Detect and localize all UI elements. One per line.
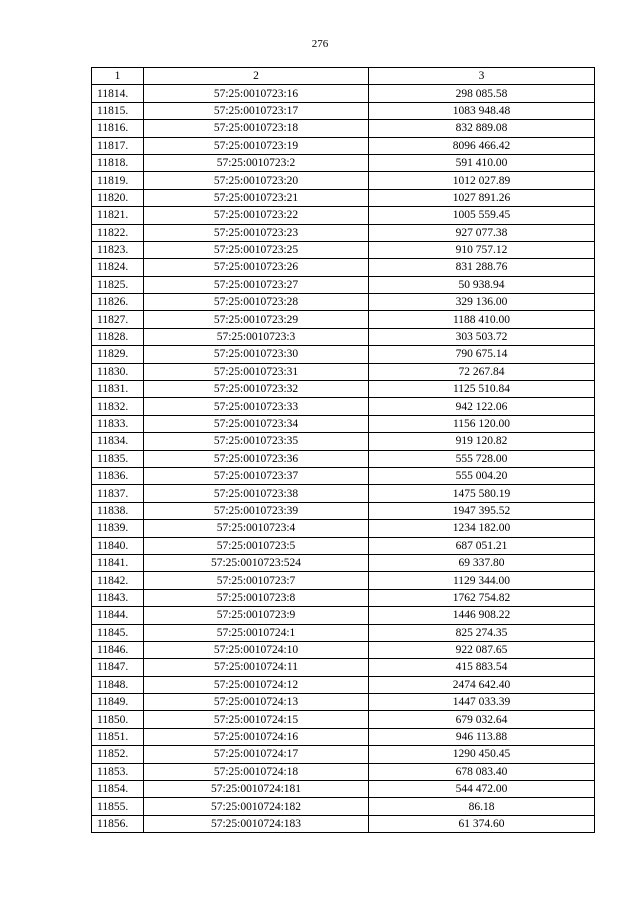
cadastral-number-cell: 57:25:0010724:17 <box>144 746 369 763</box>
header-col-3: 3 <box>369 68 595 85</box>
cadastral-number-cell: 57:25:0010723:7 <box>144 572 369 589</box>
table-row <box>92 398 595 415</box>
cadastral-number-cell: 57:25:0010724:182 <box>144 798 369 815</box>
value-cell: 910 757.12 <box>369 241 595 258</box>
row-number-cell: 11841. <box>92 554 144 571</box>
header-col-1: 1 <box>92 68 144 85</box>
value-cell: 1012 027.89 <box>369 172 595 189</box>
value-cell: 1005 559.45 <box>369 207 595 224</box>
value-cell: 555 728.00 <box>369 450 595 467</box>
cadastral-number-cell: 57:25:0010723:16 <box>144 85 369 102</box>
value-cell: 1083 948.48 <box>369 102 595 119</box>
cadastral-number-cell: 57:25:0010723:5 <box>144 537 369 554</box>
row-number-cell: 11823. <box>92 241 144 258</box>
row-number-cell: 11815. <box>92 102 144 119</box>
table-row <box>92 728 595 745</box>
value-cell: 1234 182.00 <box>369 520 595 537</box>
table-row <box>92 763 595 780</box>
table-row <box>92 676 595 693</box>
table-row <box>92 450 595 467</box>
cadastral-number-cell: 57:25:0010723:25 <box>144 241 369 258</box>
row-number-cell: 11839. <box>92 520 144 537</box>
cadastral-number-cell: 57:25:0010724:12 <box>144 676 369 693</box>
cadastral-number-cell: 57:25:0010723:28 <box>144 294 369 311</box>
row-number-cell: 11818. <box>92 154 144 171</box>
value-cell: 303 503.72 <box>369 328 595 345</box>
cadastral-number-cell: 57:25:0010724:10 <box>144 641 369 658</box>
value-cell: 8096 466.42 <box>369 137 595 154</box>
value-cell: 1447 033.39 <box>369 694 595 711</box>
value-cell: 831 288.76 <box>369 259 595 276</box>
row-number-cell: 11856. <box>92 815 144 832</box>
cadastral-number-cell: 57:25:0010723:21 <box>144 189 369 206</box>
row-number-cell: 11831. <box>92 381 144 398</box>
row-number-cell: 11850. <box>92 711 144 728</box>
table-row <box>92 798 595 815</box>
value-cell: 298 085.58 <box>369 85 595 102</box>
row-number-cell: 11816. <box>92 120 144 137</box>
value-cell: 1129 344.00 <box>369 572 595 589</box>
table-row <box>92 346 595 363</box>
row-number-cell: 11837. <box>92 485 144 502</box>
value-cell: 591 410.00 <box>369 154 595 171</box>
table-row <box>92 311 595 328</box>
row-number-cell: 11817. <box>92 137 144 154</box>
value-cell: 72 267.84 <box>369 363 595 380</box>
table-row <box>92 433 595 450</box>
row-number-cell: 11853. <box>92 763 144 780</box>
value-cell: 2474 642.40 <box>369 676 595 693</box>
row-number-cell: 11819. <box>92 172 144 189</box>
row-number-cell: 11820. <box>92 189 144 206</box>
row-number-cell: 11855. <box>92 798 144 815</box>
row-number-cell: 11844. <box>92 607 144 624</box>
table-row <box>92 520 595 537</box>
table-row <box>92 172 595 189</box>
table-row <box>92 589 595 606</box>
cadastral-number-cell: 57:25:0010723:3 <box>144 328 369 345</box>
value-cell: 927 077.38 <box>369 224 595 241</box>
table-row <box>92 137 595 154</box>
table-row <box>92 207 595 224</box>
row-number-cell: 11830. <box>92 363 144 380</box>
row-number-cell: 11828. <box>92 328 144 345</box>
row-number-cell: 11842. <box>92 572 144 589</box>
table-row <box>92 154 595 171</box>
table-row <box>92 259 595 276</box>
table-row <box>92 502 595 519</box>
header-col-2: 2 <box>144 68 369 85</box>
table-row <box>92 381 595 398</box>
row-number-cell: 11833. <box>92 415 144 432</box>
table-row <box>92 328 595 345</box>
cadastral-number-cell: 57:25:0010723:9 <box>144 607 369 624</box>
cadastral-number-cell: 57:25:0010724:13 <box>144 694 369 711</box>
cadastral-number-cell: 57:25:0010723:17 <box>144 102 369 119</box>
cadastral-number-cell: 57:25:0010723:18 <box>144 120 369 137</box>
value-cell: 1475 580.19 <box>369 485 595 502</box>
value-cell: 678 083.40 <box>369 763 595 780</box>
table-header <box>92 68 595 85</box>
value-cell: 1125 510.84 <box>369 381 595 398</box>
table-row <box>92 711 595 728</box>
row-number-cell: 11832. <box>92 398 144 415</box>
cadastral-number-cell: 57:25:0010723:26 <box>144 259 369 276</box>
row-number-cell: 11848. <box>92 676 144 693</box>
cadastral-number-cell: 57:25:0010723:4 <box>144 520 369 537</box>
table-row <box>92 572 595 589</box>
table-row <box>92 189 595 206</box>
row-number-cell: 11827. <box>92 311 144 328</box>
value-cell: 329 136.00 <box>369 294 595 311</box>
value-cell: 50 938.94 <box>369 276 595 293</box>
value-cell: 919 120.82 <box>369 433 595 450</box>
value-cell: 832 889.08 <box>369 120 595 137</box>
value-cell: 679 032.64 <box>369 711 595 728</box>
table-row <box>92 746 595 763</box>
row-number-cell: 11821. <box>92 207 144 224</box>
cadastral-number-cell: 57:25:0010723:524 <box>144 554 369 571</box>
cadastral-number-cell: 57:25:0010723:8 <box>144 589 369 606</box>
value-cell: 69 337.80 <box>369 554 595 571</box>
header-row <box>92 68 595 85</box>
table-row <box>92 467 595 484</box>
value-cell: 1188 410.00 <box>369 311 595 328</box>
row-number-cell: 11854. <box>92 781 144 798</box>
cadastral-number-cell: 57:25:0010724:183 <box>144 815 369 832</box>
cadastral-number-cell: 57:25:0010724:18 <box>144 763 369 780</box>
row-number-cell: 11846. <box>92 641 144 658</box>
table-row <box>92 485 595 502</box>
table-body <box>92 85 595 833</box>
row-number-cell: 11840. <box>92 537 144 554</box>
cadastral-number-cell: 57:25:0010723:19 <box>144 137 369 154</box>
value-cell: 946 113.88 <box>369 728 595 745</box>
row-number-cell: 11822. <box>92 224 144 241</box>
cadastral-number-cell: 57:25:0010723:36 <box>144 450 369 467</box>
row-number-cell: 11824. <box>92 259 144 276</box>
table-row <box>92 415 595 432</box>
cadastral-number-cell: 57:25:0010723:22 <box>144 207 369 224</box>
row-number-cell: 11835. <box>92 450 144 467</box>
table-row <box>92 276 595 293</box>
cadastral-number-cell: 57:25:0010724:11 <box>144 659 369 676</box>
value-cell: 687 051.21 <box>369 537 595 554</box>
value-cell: 825 274.35 <box>369 624 595 641</box>
table-row <box>92 102 595 119</box>
row-number-cell: 11845. <box>92 624 144 641</box>
value-cell: 544 472.00 <box>369 781 595 798</box>
value-cell: 1290 450.45 <box>369 746 595 763</box>
cadastral-value-table <box>91 67 595 833</box>
row-number-cell: 11836. <box>92 467 144 484</box>
value-cell: 922 087.65 <box>369 641 595 658</box>
row-number-cell: 11825. <box>92 276 144 293</box>
cadastral-number-cell: 57:25:0010723:30 <box>144 346 369 363</box>
table-row <box>92 607 595 624</box>
table-row <box>92 554 595 571</box>
cadastral-number-cell: 57:25:0010724:15 <box>144 711 369 728</box>
value-cell: 1027 891.26 <box>369 189 595 206</box>
cadastral-number-cell: 57:25:0010723:2 <box>144 154 369 171</box>
row-number-cell: 11838. <box>92 502 144 519</box>
cadastral-number-cell: 57:25:0010723:32 <box>144 381 369 398</box>
row-number-cell: 11843. <box>92 589 144 606</box>
cadastral-number-cell: 57:25:0010723:29 <box>144 311 369 328</box>
table-row <box>92 815 595 832</box>
table-row <box>92 294 595 311</box>
page-number: 276 <box>311 38 329 50</box>
cadastral-number-cell: 57:25:0010724:181 <box>144 781 369 798</box>
row-number-cell: 11826. <box>92 294 144 311</box>
cadastral-number-cell: 57:25:0010723:39 <box>144 502 369 519</box>
cadastral-number-cell: 57:25:0010723:34 <box>144 415 369 432</box>
table-row <box>92 624 595 641</box>
table-row <box>92 363 595 380</box>
cadastral-number-cell: 57:25:0010723:38 <box>144 485 369 502</box>
cadastral-number-cell: 57:25:0010723:20 <box>144 172 369 189</box>
cadastral-number-cell: 57:25:0010723:35 <box>144 433 369 450</box>
cadastral-number-cell: 57:25:0010724:16 <box>144 728 369 745</box>
value-cell: 415 883.54 <box>369 659 595 676</box>
value-cell: 86.18 <box>369 798 595 815</box>
cadastral-number-cell: 57:25:0010723:37 <box>144 467 369 484</box>
row-number-cell: 11829. <box>92 346 144 363</box>
table-row <box>92 781 595 798</box>
value-cell: 1762 754.82 <box>369 589 595 606</box>
table-row <box>92 224 595 241</box>
value-cell: 1947 395.52 <box>369 502 595 519</box>
row-number-cell: 11814. <box>92 85 144 102</box>
cadastral-number-cell: 57:25:0010724:1 <box>144 624 369 641</box>
table-row <box>92 537 595 554</box>
cadastral-number-cell: 57:25:0010723:27 <box>144 276 369 293</box>
value-cell: 1156 120.00 <box>369 415 595 432</box>
table-row <box>92 85 595 102</box>
table-row <box>92 241 595 258</box>
row-number-cell: 11852. <box>92 746 144 763</box>
cadastral-number-cell: 57:25:0010723:33 <box>144 398 369 415</box>
cadastral-number-cell: 57:25:0010723:31 <box>144 363 369 380</box>
cadastral-number-cell: 57:25:0010723:23 <box>144 224 369 241</box>
table-row <box>92 694 595 711</box>
row-number-cell: 11851. <box>92 728 144 745</box>
row-number-cell: 11834. <box>92 433 144 450</box>
row-number-cell: 11849. <box>92 694 144 711</box>
table-row <box>92 120 595 137</box>
value-cell: 942 122.06 <box>369 398 595 415</box>
table-row <box>92 641 595 658</box>
value-cell: 790 675.14 <box>369 346 595 363</box>
table-row <box>92 659 595 676</box>
row-number-cell: 11847. <box>92 659 144 676</box>
value-cell: 555 004.20 <box>369 467 595 484</box>
value-cell: 1446 908.22 <box>369 607 595 624</box>
value-cell: 61 374.60 <box>369 815 595 832</box>
